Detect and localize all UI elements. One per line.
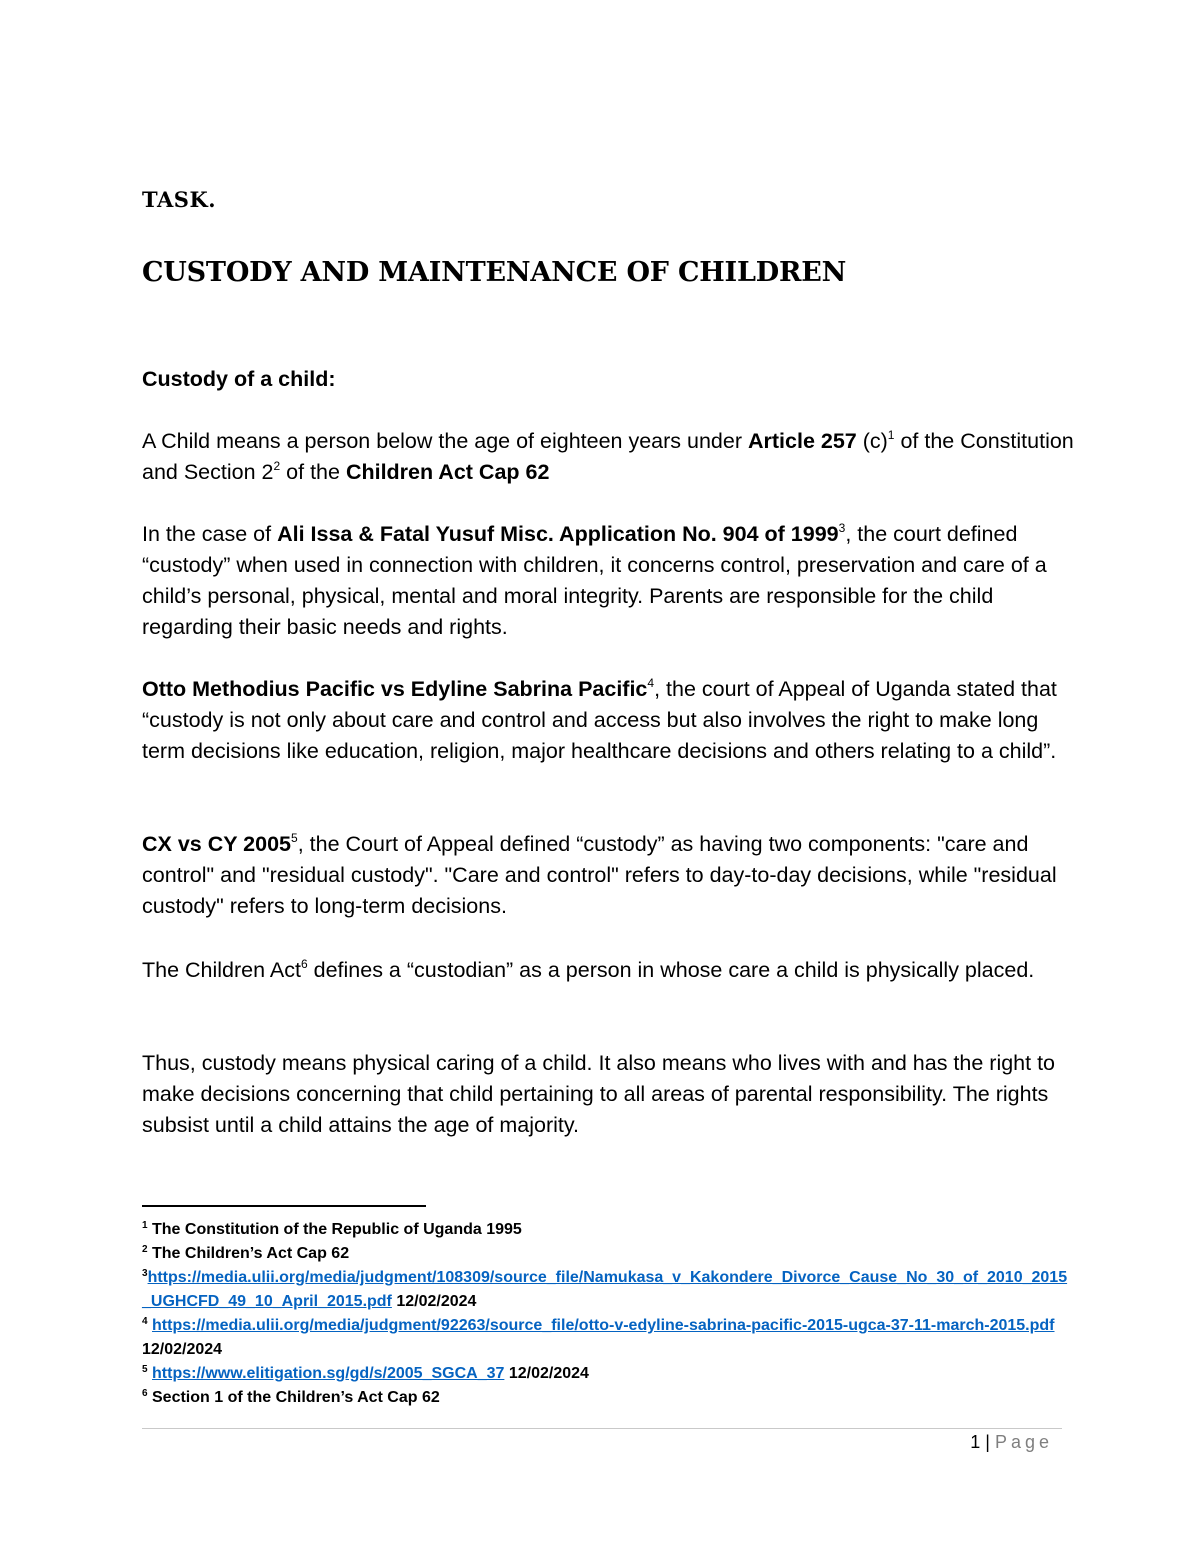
footnote-4: $^4$ https://media.ulii.org/media/judgment/92263/source_file/otto-v-edyline-sabrina-pacific-2015-ugca-37-11-march-2015.pdf 12/02/2024 [142, 1316, 1055, 1358]
page-footer: 1 | Page [970, 1432, 1053, 1452]
footnote-5: $^5$ https://www.elitigation.sg/gd/s/2005_SGCA_37 12/02/2024 [142, 1364, 589, 1382]
paragraph-ali-issa-case: In the case of Ali Issa & Fatal Yusuf Misc. Application No. 904 of 1999$^3$, the court defined “custody” when used in connection with children, it concerns control, preservation and care of a child’s personal, physical, mental and moral integrity. Parents are responsible for the child regarding their basic needs and rights. [142, 521, 1047, 639]
paragraph-child-definition: A Child means a person below the age of eighteen years under Article 257 $(c)^1$ of the Constitution and Section $2^2$ of the Children Act Cap 62 [142, 428, 1074, 484]
footnote-2: $^2$ The Children’s Act Cap 62 [142, 1244, 350, 1262]
footnote-ref-5[interactable]: 5 [291, 831, 298, 845]
footnote-ref-3[interactable]: 3 [838, 521, 846, 535]
footnote-separator [142, 1205, 426, 1207]
footnote-5-link[interactable]: https://www.elitigation.sg/gd/s/2005_SGCA_37 [152, 1365, 505, 1382]
paragraph-cx-cy-case: CX vs CY 2005$^5$, the Court of Appeal defined “custody” as having two components: "care and control" and "residual custody". "Care and control" refers to day-to-day decisions, while "residual custody" refers to long-term decisions. [142, 831, 1057, 918]
page-word: Page [994, 1432, 1053, 1452]
page-number: 1 [970, 1432, 981, 1452]
footnote-ref-2[interactable]: 2 [273, 459, 281, 473]
task-label: TASK. [142, 187, 217, 212]
paragraph-otto-case: Otto Methodius Pacific vs Edyline Sabrina Pacific$^4$, the court of Appeal of Uganda stated that “custody is not only about care and control and access but also involves the right to make long term decisions like education, religion, major healthcare decisions and others relating to a child”. [142, 676, 1057, 763]
footnote-ref-6[interactable]: 6 [300, 957, 308, 971]
section-subheading: Custody of a child: [142, 367, 336, 391]
footer-rule [142, 1428, 1062, 1429]
footnote-3-link[interactable]: https://media.ulii.org/media/judgment/108309/source_file/Namukasa_v_Kakondere_Divorce_Cause_No_30_of_2010_2015_UGHCFD_49_10_April_2015.pdf [142, 1269, 1068, 1310]
page-title: CUSTODY AND MAINTENANCE OF CHILDREN [142, 257, 847, 288]
paragraph-conclusion: Thus, custody means physical caring of a child. It also means who lives with and has the right to make decisions concerning that child pertaining to all areas of parental responsibility. The rights subsist until a child attains the age of majority. [142, 1051, 1056, 1137]
paragraph-custodian-definition: The Children Act$^6$ defines a “custodian” as a person in whose care a child is physically placed. [142, 957, 1035, 982]
footnote-3: $^3$https://media.ulii.org/media/judgment/108309/source_file/Namukasa_v_Kakondere_Divorce_Cause_No_30_of_2010_2015_UGHCFD_49_10_April_2015.pdf 12/02/2024 [142, 1268, 1068, 1310]
footnote-6: $^6$ Section 1 of the Children’s Act Cap 62 [142, 1388, 440, 1406]
footnote-1: $^1$ The Constitution of the Republic of Uganda 1995 [142, 1220, 522, 1238]
footnotes [142, 1218, 1072, 1410]
footnote-4-link[interactable]: https://media.ulii.org/media/judgment/92263/source_file/otto-v-edyline-sabrina-pacific-2015-ugca-37-11-march-2015.pdf [152, 1317, 1055, 1334]
footnote-ref-1[interactable]: 1 [887, 428, 895, 442]
footnote-ref-4[interactable]: 4 [647, 676, 655, 690]
